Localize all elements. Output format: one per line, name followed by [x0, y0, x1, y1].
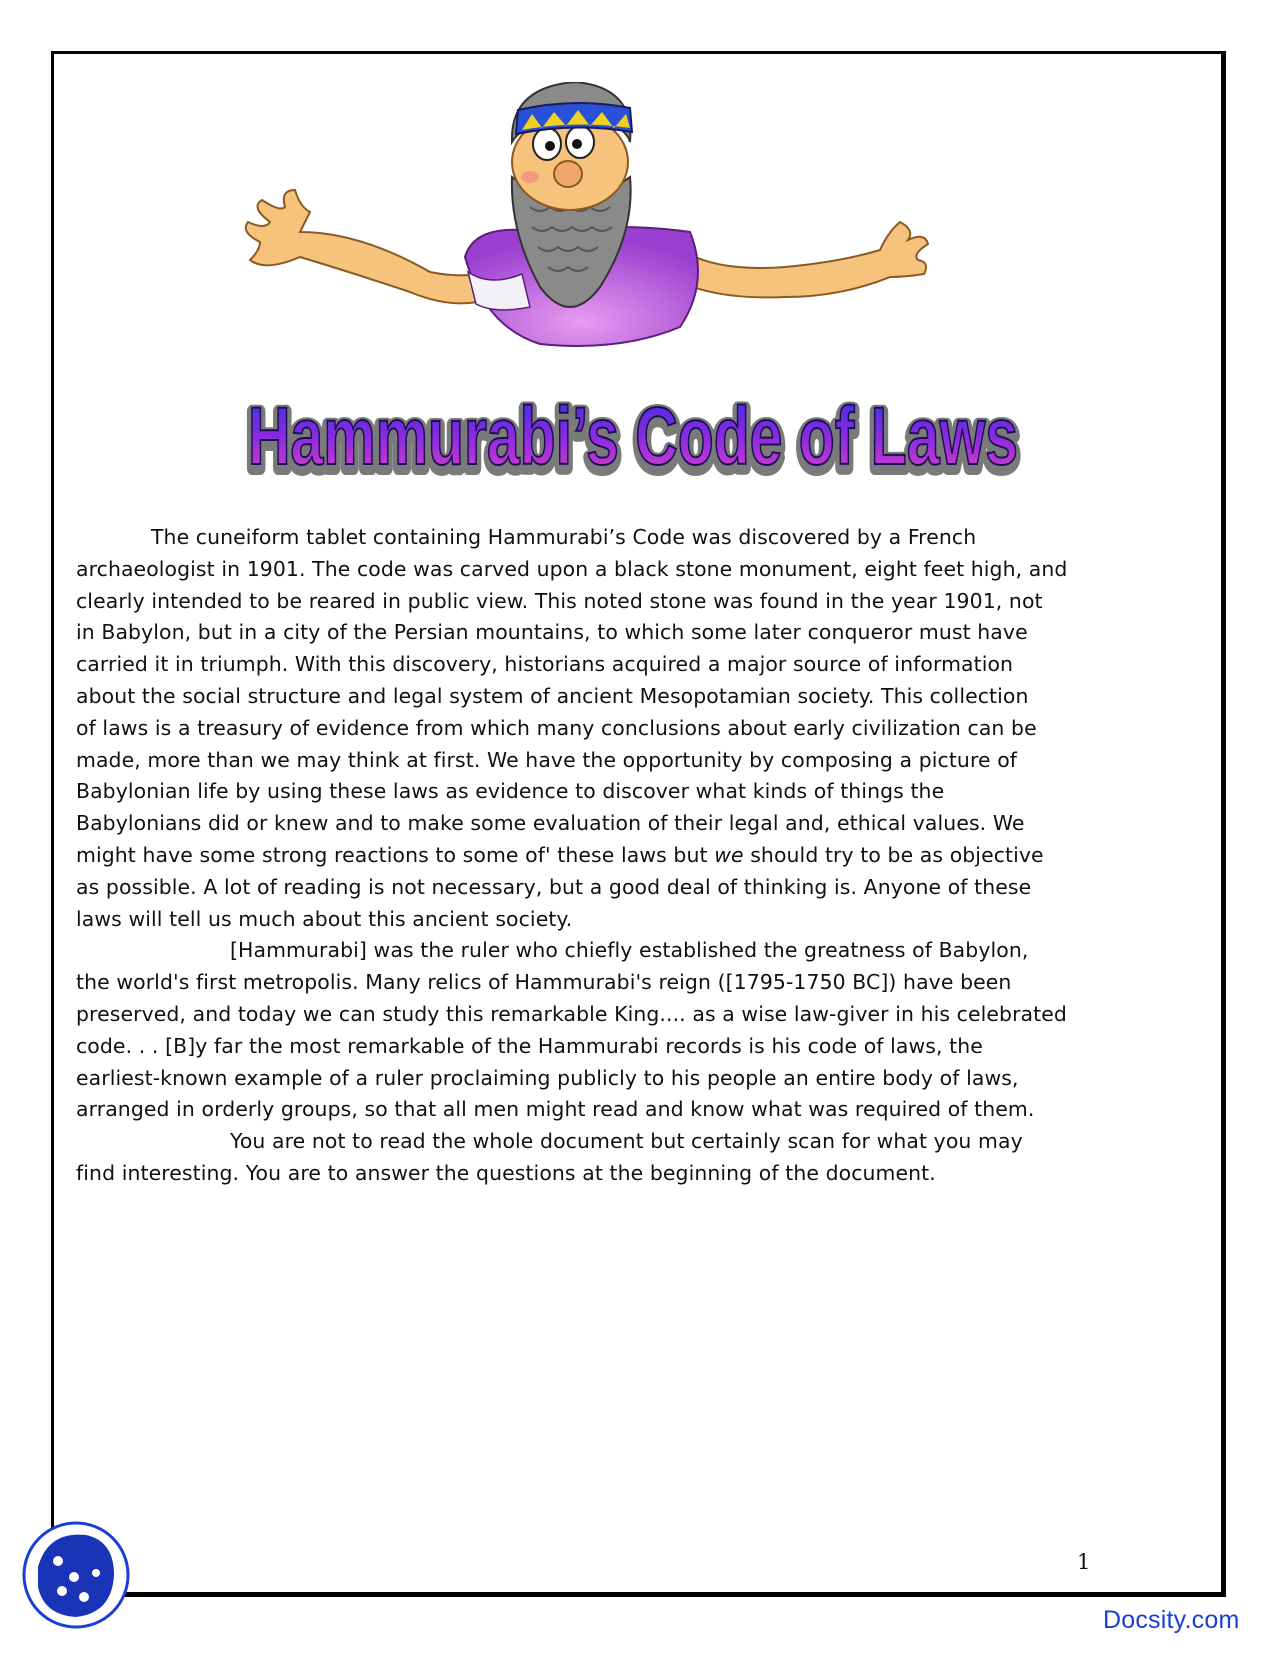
- text-line: You are not to read the whole document but certainly scan for what you may: [230, 1129, 1023, 1154]
- text-line: code. . . [B]y far the most remarkable of the Hammurabi records is his code of laws, the: [76, 1033, 983, 1058]
- text-line: made, more than we may think at first. We have the opportunity by composing a picture of: [76, 747, 1018, 772]
- paragraph-1: [76, 522, 1176, 935]
- text-line: Babylonians did or knew and to make some evaluation of their legal and, ethical values. We: [76, 811, 1025, 836]
- title-shadow: Hammurabi’s Code of Laws: [248, 395, 1018, 486]
- text-line: earliest-known example of a ruler proclaiming publicly to his people an entire body of laws,: [76, 1065, 1019, 1090]
- text-line: about the social structure and legal system of ancient Mesopotamian society. This collection: [76, 683, 1029, 708]
- text-line: laws will tell us much about this ancient society.: [76, 906, 573, 931]
- docsity-logo-icon[interactable]: [18, 1517, 134, 1633]
- emphasis-we: we: [714, 842, 744, 867]
- text-line: find interesting. You are to answer the questions at the beginning of the document.: [76, 1160, 936, 1185]
- text-line: preserved, and today we can study this remarkable King.... as a wise law-giver in his celebrated: [76, 1001, 1067, 1026]
- text-line: Babylonian life by using these laws as evidence to discover what kinds of things the: [76, 779, 945, 804]
- page-title: [238, 372, 1028, 500]
- text-line: The cuneiform tablet containing Hammurabi’s Code was discovered by a French: [151, 525, 977, 549]
- docsity-watermark-link[interactable]: Docsity.com: [1103, 1606, 1240, 1634]
- hammurabi-illustration: [240, 82, 930, 367]
- paragraph-2: [76, 935, 1176, 1126]
- text-line: [Hammurabi] was the ruler who chiefly established the greatness of Babylon,: [230, 938, 1029, 963]
- text-line: clearly intended to be reared in public view. This noted stone was found in the year 1901, not: [76, 588, 1043, 613]
- text-line: as possible. A lot of reading is not necessary, but a good deal of thinking is. Anyone of these: [76, 874, 1032, 899]
- page-number: 1: [1077, 1550, 1091, 1574]
- text-line: the world's first metropolis. Many relics of Hammurabi's reign ([1795-1750 BC]) have been: [76, 970, 1012, 995]
- paragraph-3: [76, 1126, 1176, 1190]
- text-line: might have some strong reactions to some of' these laws but we should try to be as objective: [76, 842, 1044, 867]
- title-text: Hammurabi’s Code of Laws: [248, 391, 1018, 482]
- text-line: arranged in orderly groups, so that all men might read and know what was required of them.: [76, 1097, 1035, 1122]
- text-line: in Babylon, but in a city of the Persian mountains, to which some later conqueror must have: [76, 620, 1028, 645]
- text-line: carried it in triumph. With this discovery, historians acquired a major source of information: [76, 652, 1014, 677]
- body-text: [76, 522, 1176, 1190]
- text-line: archaeologist in 1901. The code was carved upon a black stone monument, eight feet high, and: [76, 556, 1068, 581]
- text-line: of laws is a treasury of evidence from which many conclusions about early civilization can be: [76, 715, 1037, 740]
